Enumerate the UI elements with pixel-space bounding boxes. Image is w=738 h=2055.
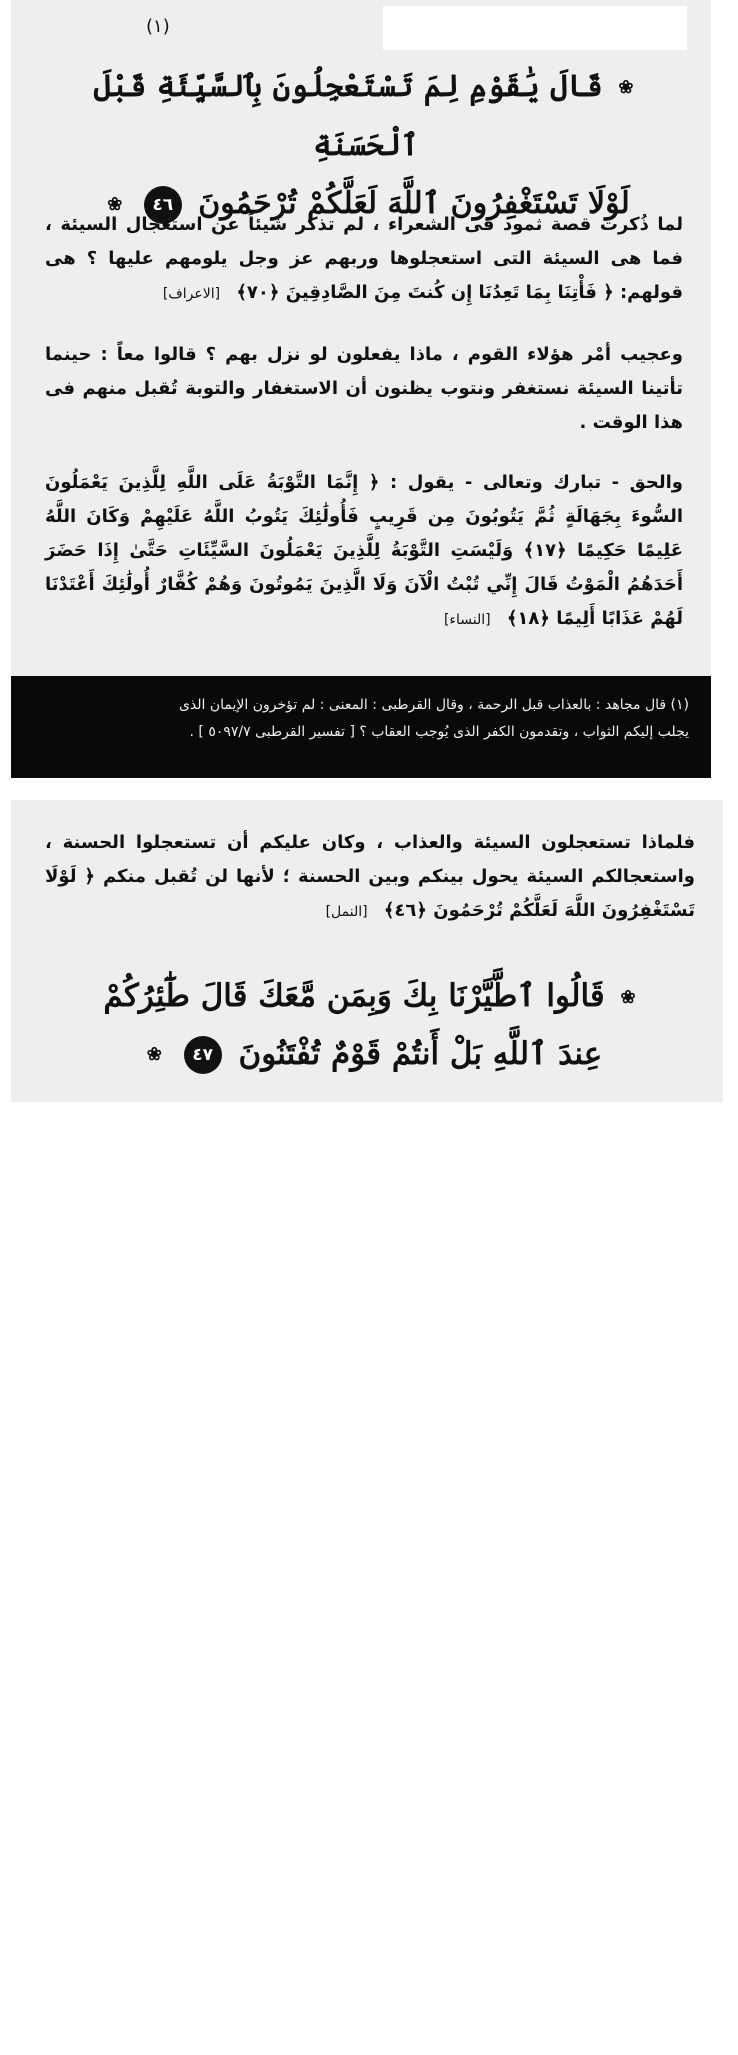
quran-line-2 — [77, 1026, 667, 1084]
ornament-icon: ❀ — [620, 986, 636, 1008]
ornament-icon: ❀ — [146, 1044, 162, 1065]
ayah-number-badge: ٤٧ — [184, 1036, 222, 1074]
quran-line-1-text: قَالُوا ٱطَّيَّرْنَا بِكَ وَبِمَن مَّعَكَ قَالَ طَٰٓئِرُكُمْ — [103, 978, 605, 1014]
ornament-icon: ❀ — [618, 77, 634, 98]
quran-line-1-text: قَالَ يَٰقَوْمِ لِمَ تَسْتَعْجِلُونَ بِٱلسَّيِّئَةِ قَبْلَ ٱلْحَسَنَةِ — [93, 69, 603, 163]
quran-line-2-text: لَوْلَا تَسْتَغْفِرُونَ ٱللَّهَ لَعَلَّكُمْ تُرْحَمُونَ — [198, 186, 630, 221]
scanned-page-2 — [11, 800, 723, 1102]
surah-source: [النمل] — [325, 904, 368, 920]
surah-source: [النساء] — [443, 612, 491, 628]
quran-line-1 — [49, 58, 683, 175]
paragraph-people — [45, 338, 683, 440]
footnote-line-2: يجلب إليكم الثواب ، وتقدمون الكفر الذى يُوجب العقاب ؟ [ تفسير القرطبى ٥٠٩٧/٧ ] . — [189, 724, 689, 740]
scanned-page-1 — [11, 0, 711, 778]
paragraph-hasten — [45, 826, 695, 929]
paragraph-repentance — [45, 466, 683, 637]
footnote-box — [11, 676, 711, 778]
surah-source: [الاعراف] — [162, 286, 221, 302]
paragraph-text: لما ذُكرت قصة ثمود فى الشعراء ، لم تذكر شيئاً عن استعجال السيئة ، فما هى السيئة التى استعجلوها وربهم عز وجل يلومهم عليها ؟ هى قولهم: ﴿ فَأْتِنَا بِمَا تَعِدُنَا إِن كُنتَ مِنَ الصَّادِقِينَ ﴿٧٠﴾ — [45, 214, 683, 303]
footnote-marker: (١) — [146, 16, 170, 37]
paragraph-text: وعجيب أمْر هؤلاء القوم ، ماذا يفعلون لو نزل بهم ؟ قالوا معاً : حينما تأتينا السيئة نستغفر ونتوب يظنون أن الاستغفار والتوبة تُقبل منهم فى هذا الوقت . — [45, 344, 683, 433]
paragraph-thamud — [45, 208, 683, 311]
footnote-line-1: (١) قال مجاهد : بالعذاب قبل الرحمة ، وقال القرطبى : المعنى : لم تؤخرون الإيمان الذى — [178, 697, 689, 713]
paragraph-text: والحق - تبارك وتعالى - يقول : ﴿ إِنَّمَا التَّوْبَةُ عَلَى اللَّهِ لِلَّذِينَ يَعْمَلُونَ السُّوءَ بِجَهَالَةٍ ثُمَّ يَتُوبُونَ مِن قَرِيبٍ فَأُولَٰئِكَ يَتُوبُ اللَّهُ عَلَيْهِمْ وَكَانَ اللَّهُ عَلِيمًا حَكِيمًا ﴿١٧﴾ وَلَيْسَتِ التَّوْبَةُ لِلَّذِينَ يَعْمَلُونَ السَّيِّئَاتِ حَتَّىٰ إِذَا حَضَرَ أَحَدَهُمُ الْمَوْتُ قَالَ إِنِّي تُبْتُ الْآنَ وَلَا الَّذِينَ يَمُوتُونَ وَهُمْ كُفَّارٌ أُولَٰئِكَ أَعْتَدْنَا لَهُمْ عَذَابًا أَلِيمًا ﴿١٨﴾ — [45, 472, 684, 629]
ornament-icon: ❀ — [107, 194, 123, 215]
quran-line-2-text: عِندَ ٱللَّهِ بَلْ أَنتُمْ قَوْمٌ تُفْتَنُونَ — [238, 1035, 603, 1072]
blank-label-area — [383, 6, 687, 50]
quran-line-1 — [77, 968, 667, 1026]
quran-heading-ayah-47 — [77, 968, 667, 1083]
ayah-number-badge: ٤٦ — [144, 186, 182, 224]
paragraph-text: فلماذا تستعجلون السيئة والعذاب ، وكان عليكم أن تستعجلوا الحسنة ، واستعجالكم السيئة يحول بينكم وبين الحسنة ؛ لأنها لن تُقبل منكم ﴿ لَوْلَا تَسْتَغْفِرُونَ اللَّهَ لَعَلَّكُمْ تُرْحَمُونَ ﴿٤٦﴾ — [45, 832, 695, 921]
